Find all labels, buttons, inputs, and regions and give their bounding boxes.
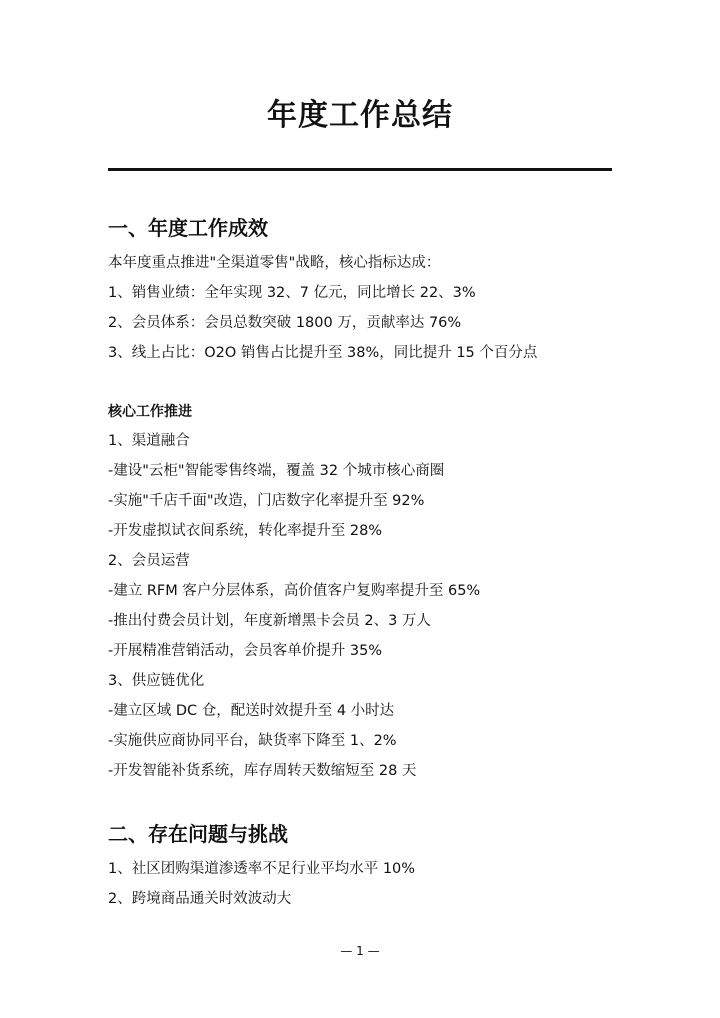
work-item: -推出付费会员计划，年度新增黑卡会员 2、3 万人: [108, 613, 431, 629]
work-item: 2、会员运营: [108, 553, 190, 569]
metric-line: 2、会员体系：会员总数突破 1800 万，贡献率达 76%: [108, 315, 462, 331]
document-title: 年度工作总结: [267, 98, 453, 133]
section-1-intro: 本年度重点推进"全渠道零售"战略，核心指标达成：: [108, 255, 441, 271]
work-item: -开发智能补货系统，库存周转天数缩短至 28 天: [108, 763, 417, 779]
metric-line: 1、销售业绩：全年实现 32、7 亿元，同比增长 22、3%: [108, 285, 476, 301]
work-item: -建立区域 DC 仓，配送时效提升至 4 小时达: [108, 703, 395, 719]
work-item: -建立 RFM 客户分层体系，高价值客户复购率提升至 65%: [108, 583, 481, 599]
subheading-core-work: 核心工作推进: [108, 404, 192, 420]
work-item: 1、渠道融合: [108, 433, 190, 449]
page-number: — 1 —: [340, 944, 380, 958]
work-item: 3、供应链优化: [108, 673, 205, 689]
metric-line: 3、线上占比：O2O 销售占比提升至 38%，同比提升 15 个百分点: [108, 345, 538, 361]
title-divider: [108, 168, 612, 171]
work-item: -开展精准营销活动，会员客单价提升 35%: [108, 643, 383, 659]
work-item: -开发虚拟试衣间系统，转化率提升至 28%: [108, 523, 383, 539]
section-2-heading: 二、存在问题与挑战: [108, 822, 288, 846]
issue-item: 2、跨境商品通关时效波动大: [108, 891, 292, 907]
work-item: -建设"云柜"智能零售终端，覆盖 32 个城市核心商圈: [108, 463, 445, 479]
work-item: -实施供应商协同平台，缺货率下降至 1、2%: [108, 733, 397, 749]
work-item: -实施"千店千面"改造，门店数字化率提升至 92%: [108, 493, 425, 509]
section-1-heading: 一、年度工作成效: [108, 216, 268, 240]
issue-item: 1、社区团购渠道渗透率不足行业平均水平 10%: [108, 861, 416, 877]
